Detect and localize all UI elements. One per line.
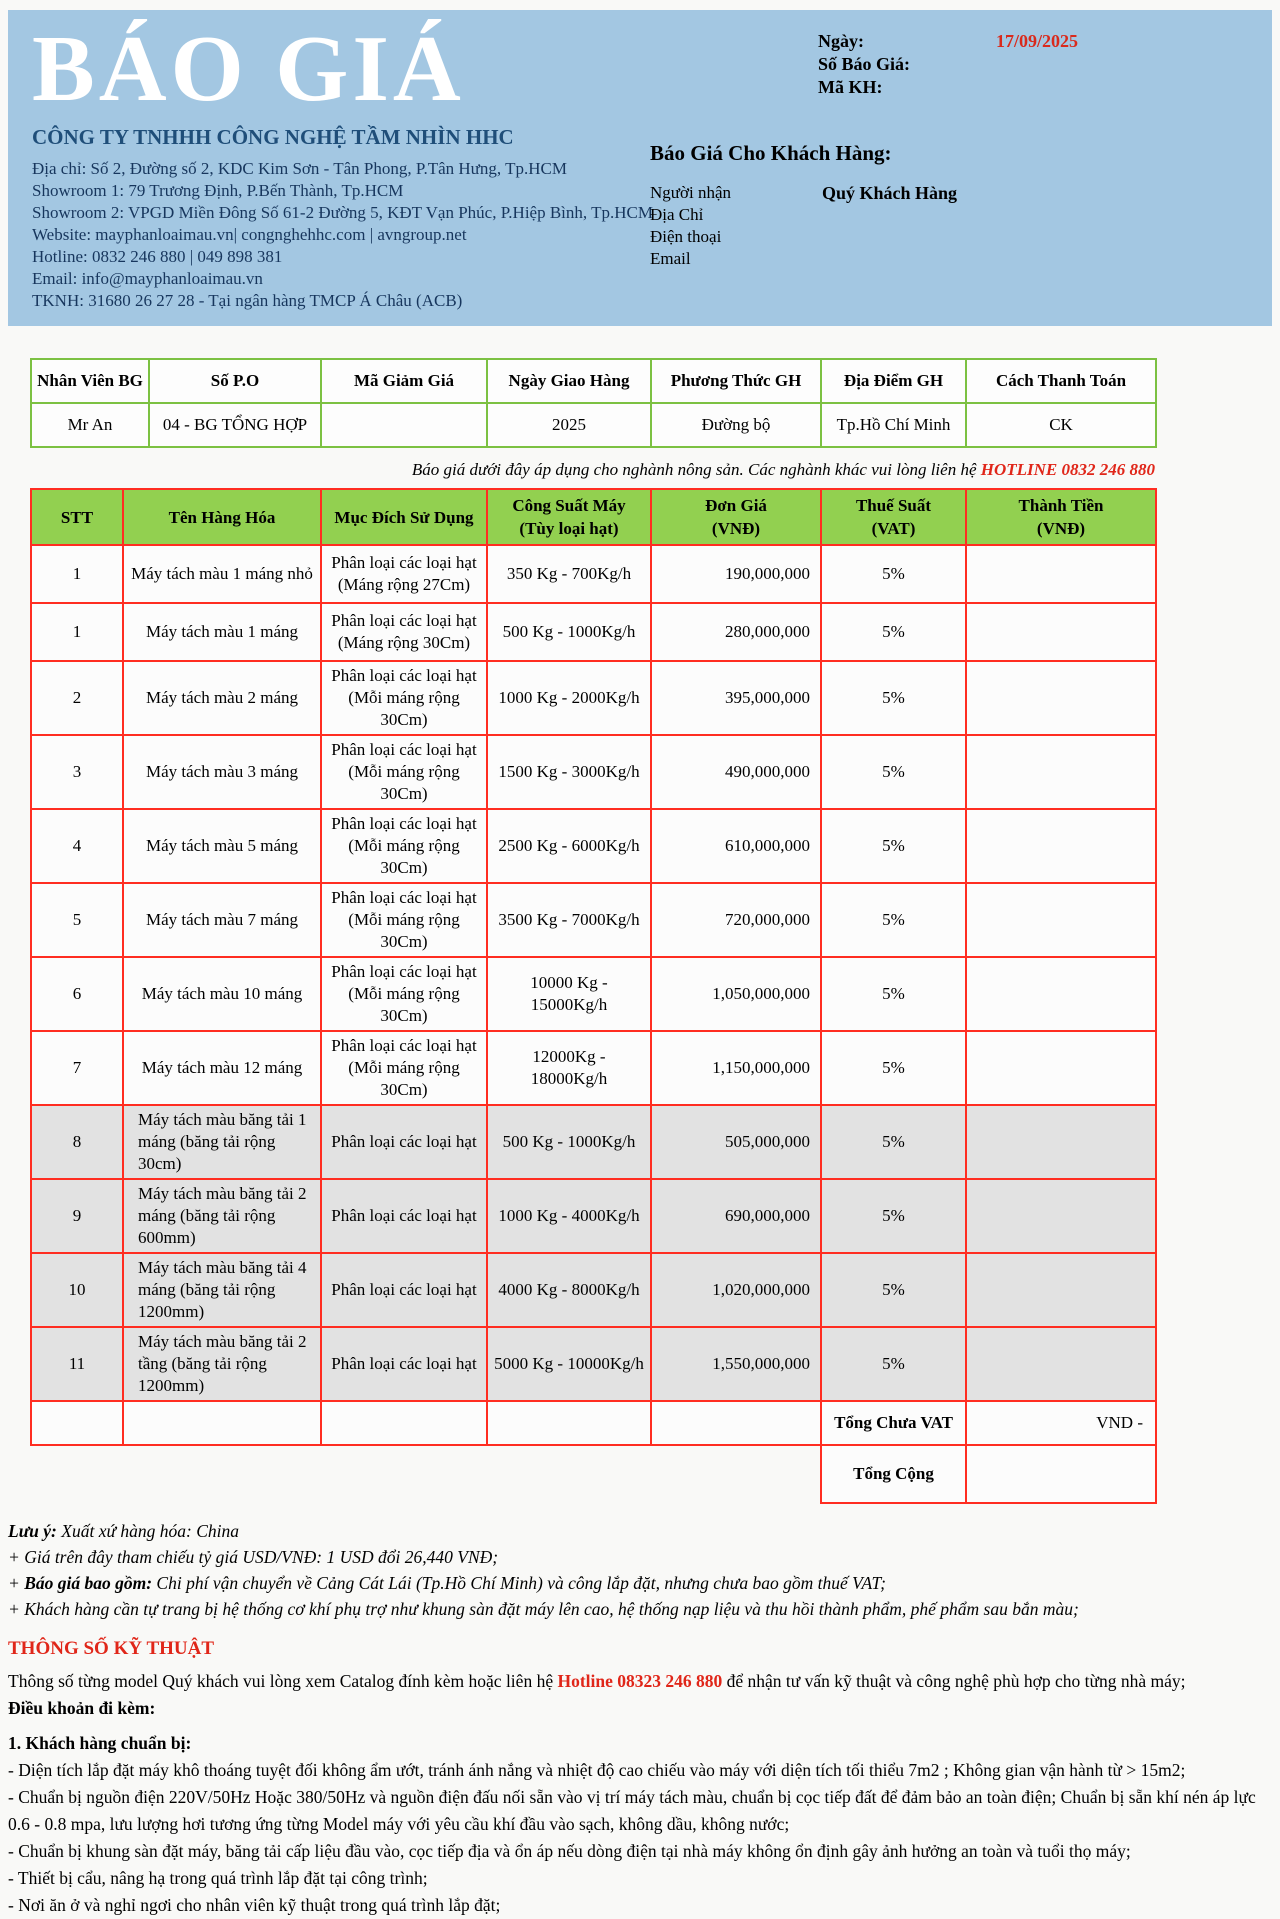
note-prefix: + (8, 1547, 25, 1567)
purpose-line: Phân loại các loại hạt (331, 1132, 477, 1151)
purpose-line: Phân loại các loại hạt (331, 1280, 477, 1299)
product-total-cell (966, 1253, 1156, 1327)
product-stt-cell: 3 (31, 735, 123, 809)
product-stt-cell: 9 (31, 1179, 123, 1253)
purpose-line: Phân loại các loại hạt (331, 740, 477, 759)
company-block (32, 17, 653, 312)
product-stt-cell: 6 (31, 957, 123, 1031)
products-header-line: STT (60, 507, 94, 527)
product-capacity-cell: 500 Kg - 1000Kg/h (487, 603, 651, 661)
specs-intro-after: để nhận tư vấn kỹ thuật và công nghệ phù hợp cho từng nhà máy; (722, 1671, 1186, 1691)
products-header-cell (31, 489, 123, 545)
product-capacity-cell: 1000 Kg - 2000Kg/h (487, 661, 651, 735)
product-total-cell (966, 735, 1156, 809)
customer-field-label: Điện thoại (650, 227, 722, 246)
quote-meta-row (628, 53, 1248, 76)
product-name-cell: Máy tách màu 10 máng (123, 957, 321, 1031)
products-header-line: (VNĐ) (1036, 519, 1086, 538)
preparation-list (8, 1757, 1272, 1919)
spacer-cell (123, 1445, 321, 1503)
note-bold-label: Báo giá bao gồm: (24, 1573, 153, 1593)
product-total-cell (966, 545, 1156, 603)
product-capacity-cell: 3500 Kg - 7000Kg/h (487, 883, 651, 957)
note-line (8, 1570, 1272, 1596)
preparation-item: - Diện tích lắp đặt máy khô thoáng tuyệt đối không ẩm ướt, tránh ánh nắng và nhiệt độ cao chiếu vào máy với diện tích tối thiểu 7m2 ; Không gian vận hành từ > 15m2; (8, 1760, 1186, 1780)
product-capacity-cell: 5000 Kg - 10000Kg/h (487, 1327, 651, 1401)
quote-meta (628, 30, 1248, 99)
notice-hotline: HOTLINE 0832 246 880 (980, 460, 1155, 479)
product-total-cell (966, 957, 1156, 1031)
order-info-value-cell: Đường bộ (651, 403, 821, 447)
product-stt-cell: 5 (31, 883, 123, 957)
product-price-cell: 280,000,000 (651, 603, 821, 661)
product-row (31, 1179, 1156, 1253)
subtotal-value-cell: VND - (966, 1401, 1156, 1445)
product-row (31, 545, 1156, 603)
product-capacity-cell: 4000 Kg - 8000Kg/h (487, 1253, 651, 1327)
product-stt-cell: 11 (31, 1327, 123, 1401)
product-name-cell: Máy tách màu băng tải 2 tầng (băng tải rộng 1200mm) (123, 1327, 321, 1401)
product-capacity-cell: 1000 Kg - 4000Kg/h (487, 1179, 651, 1253)
product-total-cell (966, 661, 1156, 735)
order-info-header-row (31, 359, 1156, 403)
product-name-cell: Máy tách màu băng tải 1 máng (băng tải rộng 30cm) (123, 1105, 321, 1179)
product-total-cell (966, 603, 1156, 661)
product-name-cell: Máy tách màu băng tải 2 máng (băng tải rộng 600mm) (123, 1179, 321, 1253)
product-vat-cell: 5% (821, 957, 966, 1031)
products-header-line: Tên Hàng Hóa (168, 507, 276, 527)
preparation-item: - Nơi ăn ở và nghỉ ngơi cho nhân viên kỹ thuật trong quá trình lắp đặt; (8, 1895, 501, 1915)
product-price-cell: 1,050,000,000 (651, 957, 821, 1031)
product-purpose-cell (321, 1327, 487, 1401)
note-text: Khách hàng cần tự trang bị hệ thống cơ khí phụ trợ như khung sàn đặt máy lên cao, hệ thống nạp liệu và thu hồi thành phẩm, phế phẩm sau bắn màu; (24, 1599, 1079, 1619)
purpose-line: Phân loại các loại hạt (331, 1354, 477, 1373)
purpose-line: (Mỗi máng rộng 30Cm) (348, 836, 460, 877)
product-purpose-cell (321, 545, 487, 603)
product-capacity-cell: 500 Kg - 1000Kg/h (487, 1105, 651, 1179)
company-info-line: Showroom 2: VPGD Miền Đông Số 61-2 Đường 5, KĐT Vạn Phúc, P.Hiệp Bình, Tp.HCM (32, 203, 653, 222)
specs-intro-before: Thông số từng model Quý khách vui lòng xem Catalog đính kèm hoặc liên hệ (8, 1671, 558, 1691)
product-name-cell: Máy tách màu 3 máng (123, 735, 321, 809)
content-area (30, 358, 1250, 1504)
product-vat-cell: 5% (821, 735, 966, 809)
product-row (31, 1031, 1156, 1105)
product-row (31, 661, 1156, 735)
products-body (31, 545, 1156, 1503)
quote-meta-block (628, 22, 1248, 312)
note-line (8, 1596, 1272, 1622)
quote-meta-row (628, 76, 1248, 99)
subtotal-row (31, 1401, 1156, 1445)
product-purpose-cell (321, 735, 487, 809)
purpose-line: Phân loại các loại hạt (331, 888, 477, 907)
order-info-header-cell: Mã Giảm Giá (321, 359, 487, 403)
subtotal-empty-cell (651, 1401, 821, 1445)
products-header-line: Thành Tiền (1018, 496, 1104, 515)
notes-section (8, 1518, 1272, 1622)
purpose-line: Phân loại các loại hạt (331, 611, 477, 630)
product-vat-cell: 5% (821, 1327, 966, 1401)
products-header-cell (487, 489, 651, 545)
products-header-cell (651, 489, 821, 545)
product-price-cell: 190,000,000 (651, 545, 821, 603)
product-row (31, 735, 1156, 809)
subtotal-empty-cell (487, 1401, 651, 1445)
quote-meta-row (628, 30, 1248, 53)
purpose-line: (Mỗi máng rộng 30Cm) (348, 762, 460, 803)
customer-field-row (650, 226, 1248, 248)
product-price-cell: 505,000,000 (651, 1105, 821, 1179)
product-row (31, 883, 1156, 957)
product-capacity-cell: 2500 Kg - 6000Kg/h (487, 809, 651, 883)
product-price-cell: 1,020,000,000 (651, 1253, 821, 1327)
product-price-cell: 1,150,000,000 (651, 1031, 821, 1105)
product-stt-cell: 1 (31, 545, 123, 603)
note-text: Xuất xứ hàng hóa: China (56, 1521, 239, 1541)
document-header (8, 10, 1272, 326)
subtotal-label-cell: Tổng Chưa VAT (821, 1401, 966, 1445)
customer-field-value: Quý Khách Hàng (822, 183, 958, 203)
product-name-cell: Máy tách màu 12 máng (123, 1031, 321, 1105)
quote-meta-label: Mã KH: (818, 77, 883, 97)
product-name-cell: Máy tách màu băng tải 4 máng (băng tải rộng 1200mm) (123, 1253, 321, 1327)
products-header-line: Thuế Suất (855, 496, 932, 515)
products-table (30, 488, 1157, 1504)
customer-field-label: Email (650, 249, 691, 268)
industry-notice (30, 460, 1155, 480)
note-prefix: + (8, 1573, 25, 1593)
product-vat-cell: 5% (821, 883, 966, 957)
customer-field-row (650, 182, 1248, 204)
product-price-cell: 610,000,000 (651, 809, 821, 883)
preparation-item: - Chuẩn bị khung sàn đặt máy, băng tải cấp liệu đầu vào, cọc tiếp địa và ổn áp nếu dòng điện tại nhà máy không ổn định gây ảnh hưởng an toàn và tuổi thọ máy; (8, 1841, 1131, 1861)
note-bold-label: Lưu ý: (8, 1521, 57, 1541)
product-row (31, 1105, 1156, 1179)
product-purpose-cell (321, 883, 487, 957)
order-info-value-cell: 04 - BG TỔNG HỢP (149, 403, 321, 447)
product-vat-cell: 5% (821, 545, 966, 603)
product-stt-cell: 7 (31, 1031, 123, 1105)
preparation-item: - Thiết bị cẩu, nâng hạ trong quá trình lắp đặt tại công trình; (8, 1868, 428, 1888)
product-name-cell: Máy tách màu 2 máng (123, 661, 321, 735)
product-purpose-cell (321, 809, 487, 883)
product-name-cell: Máy tách màu 5 máng (123, 809, 321, 883)
subtotal-empty-cell (31, 1401, 123, 1445)
spacer-cell (31, 1445, 123, 1503)
product-vat-cell: 5% (821, 661, 966, 735)
preparation-item: - Chuẩn bị nguồn điện 220V/50Hz Hoặc 380/50Hz và nguồn điện đấu nối sẵn vào vị trí máy tách màu, chuẩn bị cọc tiếp đất để đảm bảo an toàn điện; Chuẩn bị sẵn khí nén áp lực 0.6 - 0.8 mpa, lưu lượng hơi tương ứng từng Model máy với yêu cầu khí đầu vào sạch, không dầu, không nước; (8, 1787, 1256, 1834)
product-stt-cell: 10 (31, 1253, 123, 1327)
order-info-value-cell: Tp.Hồ Chí Minh (821, 403, 966, 447)
purpose-line: Phân loại các loại hạt (331, 962, 477, 981)
order-info-table (30, 358, 1157, 448)
product-price-cell: 1,550,000,000 (651, 1327, 821, 1401)
company-name: CÔNG TY TNHHH CÔNG NGHỆ TẦM NHÌN HHC (32, 125, 514, 149)
product-stt-cell: 8 (31, 1105, 123, 1179)
subtotal-empty-cell (123, 1401, 321, 1445)
order-info-header-cell: Ngày Giao Hàng (487, 359, 651, 403)
product-stt-cell: 2 (31, 661, 123, 735)
company-info-line: Địa chỉ: Số 2, Đường số 2, KDC Kim Sơn - Tân Phong, P.Tân Hưng, Tp.HCM (32, 159, 567, 178)
company-info-line: Showroom 1: 79 Trương Định, P.Bến Thành, Tp.HCM (32, 181, 404, 200)
purpose-line: (Mỗi máng rộng 30Cm) (348, 910, 460, 951)
customer-field-label: Địa Chỉ (650, 205, 704, 224)
note-text: Chi phí vận chuyển về Cảng Cát Lái (Tp.Hồ Chí Minh) và công lắp đặt, nhưng chưa bao gồm thuế VAT; (152, 1573, 886, 1593)
purpose-line: Phân loại các loại hạt (331, 666, 477, 685)
customer-section-title: Báo Giá Cho Khách Hàng: (650, 141, 892, 165)
product-total-cell (966, 1105, 1156, 1179)
purpose-line: (Mỗi máng rộng 30Cm) (348, 984, 460, 1025)
customer-fields (650, 182, 1248, 270)
purpose-line: Phân loại các loại hạt (331, 1036, 477, 1055)
customer-field-label: Người nhận (650, 183, 731, 202)
product-purpose-cell (321, 1253, 487, 1327)
product-capacity-cell: 10000 Kg - 15000Kg/h (487, 957, 651, 1031)
specs-section (8, 1638, 1272, 1919)
product-row (31, 603, 1156, 661)
spacer-cell (321, 1445, 487, 1503)
products-header-line: Đơn Giá (705, 496, 767, 515)
purpose-line: (Máng rộng 27Cm) (337, 575, 471, 594)
note-line (8, 1518, 1272, 1544)
product-total-cell (966, 1031, 1156, 1105)
note-prefix: + (8, 1599, 25, 1619)
product-purpose-cell (321, 1179, 487, 1253)
quote-meta-value: 17/09/2025 (996, 31, 1079, 51)
product-price-cell: 720,000,000 (651, 883, 821, 957)
company-info-line: Hotline: 0832 246 880 | 049 898 381 (32, 247, 283, 266)
product-purpose-cell (321, 957, 487, 1031)
purpose-line: Phân loại các loại hạt (331, 553, 477, 572)
spacer-cell (651, 1445, 821, 1503)
product-capacity-cell: 1500 Kg - 3000Kg/h (487, 735, 651, 809)
section1-title: 1. Khách hàng chuẩn bị: (8, 1733, 192, 1753)
product-row (31, 957, 1156, 1031)
company-info-lines (32, 158, 653, 312)
products-header-cell (966, 489, 1156, 545)
product-total-cell (966, 883, 1156, 957)
quote-meta-label: Ngày: (818, 31, 864, 51)
order-info-value-cell (321, 403, 487, 447)
product-purpose-cell (321, 661, 487, 735)
company-info-line: Website: mayphanloaimau.vn| congnghehhc.com | avngroup.net (32, 225, 467, 244)
product-capacity-cell: 12000Kg - 18000Kg/h (487, 1031, 651, 1105)
product-capacity-cell: 350 Kg - 700Kg/h (487, 545, 651, 603)
product-name-cell: Máy tách màu 1 máng nhỏ (123, 545, 321, 603)
order-info-value-cell: CK (966, 403, 1156, 447)
order-info-header-cell: Địa Điểm GH (821, 359, 966, 403)
product-row (31, 1327, 1156, 1401)
order-info-header-cell: Cách Thanh Toán (966, 359, 1156, 403)
product-vat-cell: 5% (821, 1179, 966, 1253)
grand-total-label-cell: Tổng Cộng (821, 1445, 966, 1503)
company-info-line: TKNH: 31680 26 27 28 - Tại ngân hàng TMCP Á Châu (ACB) (32, 291, 463, 310)
products-header-line: (VNĐ) (711, 519, 761, 538)
grand-total-value-cell (966, 1445, 1156, 1503)
order-info-value-cell: 2025 (487, 403, 651, 447)
products-header-line: (VAT) (871, 519, 916, 538)
product-price-cell: 490,000,000 (651, 735, 821, 809)
company-info-line: Email: info@mayphanloaimau.vn (32, 269, 263, 288)
products-header-row (31, 489, 1156, 545)
product-row (31, 809, 1156, 883)
customer-field-row (650, 248, 1248, 270)
order-info-header-cell: Số P.O (149, 359, 321, 403)
order-info-data-row (31, 403, 1156, 447)
order-info-header-cell: Nhân Viên BG (31, 359, 149, 403)
purpose-line: (Mỗi máng rộng 30Cm) (348, 688, 460, 729)
product-row (31, 1253, 1156, 1327)
product-name-cell: Máy tách màu 1 máng (123, 603, 321, 661)
products-header-cell (821, 489, 966, 545)
product-stt-cell: 1 (31, 603, 123, 661)
product-total-cell (966, 1327, 1156, 1401)
product-vat-cell: 5% (821, 1105, 966, 1179)
specs-hotline: Hotline 08323 246 880 (557, 1671, 723, 1691)
product-total-cell (966, 809, 1156, 883)
product-purpose-cell (321, 1031, 487, 1105)
product-price-cell: 690,000,000 (651, 1179, 821, 1253)
order-info-value-cell: Mr An (31, 403, 149, 447)
products-header-cell (321, 489, 487, 545)
grand-total-row (31, 1445, 1156, 1503)
quote-meta-label: Số Báo Giá: (818, 54, 911, 74)
purpose-line: (Máng rộng 30Cm) (337, 633, 471, 652)
product-purpose-cell (321, 1105, 487, 1179)
order-info-header-cell: Phương Thức GH (651, 359, 821, 403)
purpose-line: Phân loại các loại hạt (331, 1206, 477, 1225)
spacer-cell (487, 1445, 651, 1503)
products-header-line: (Tùy loại hạt) (519, 519, 619, 538)
products-header-line: Công Suất Máy (512, 496, 626, 515)
product-price-cell: 395,000,000 (651, 661, 821, 735)
notice-text: Báo giá dưới đây áp dụng cho nghành nông sản. Các nghành khác vui lòng liên hệ (411, 460, 977, 479)
products-header-cell (123, 489, 321, 545)
products-header-line: Mục Đích Sử Dụng (334, 507, 474, 527)
product-vat-cell: 5% (821, 1253, 966, 1327)
terms-title: Điều khoản đi kèm: (8, 1698, 156, 1718)
product-name-cell: Máy tách màu 7 máng (123, 883, 321, 957)
quotation-page (0, 10, 1280, 1919)
product-vat-cell: 5% (821, 1031, 966, 1105)
product-purpose-cell (321, 603, 487, 661)
purpose-line: (Mỗi máng rộng 30Cm) (348, 1058, 460, 1099)
specs-intro-line (8, 1668, 1272, 1695)
customer-field-row (650, 204, 1248, 226)
subtotal-empty-cell (321, 1401, 487, 1445)
document-title: BÁO GIÁ (32, 17, 465, 121)
product-vat-cell: 5% (821, 603, 966, 661)
product-stt-cell: 4 (31, 809, 123, 883)
note-line (8, 1544, 1272, 1570)
note-text: Giá trên đây tham chiếu tỷ giá USD/VNĐ: 1 USD đổi 26,440 VNĐ; (24, 1547, 499, 1567)
product-total-cell (966, 1179, 1156, 1253)
specs-title: THÔNG SỐ KỸ THUẬT (8, 1638, 215, 1659)
product-vat-cell: 5% (821, 809, 966, 883)
purpose-line: Phân loại các loại hạt (331, 814, 477, 833)
